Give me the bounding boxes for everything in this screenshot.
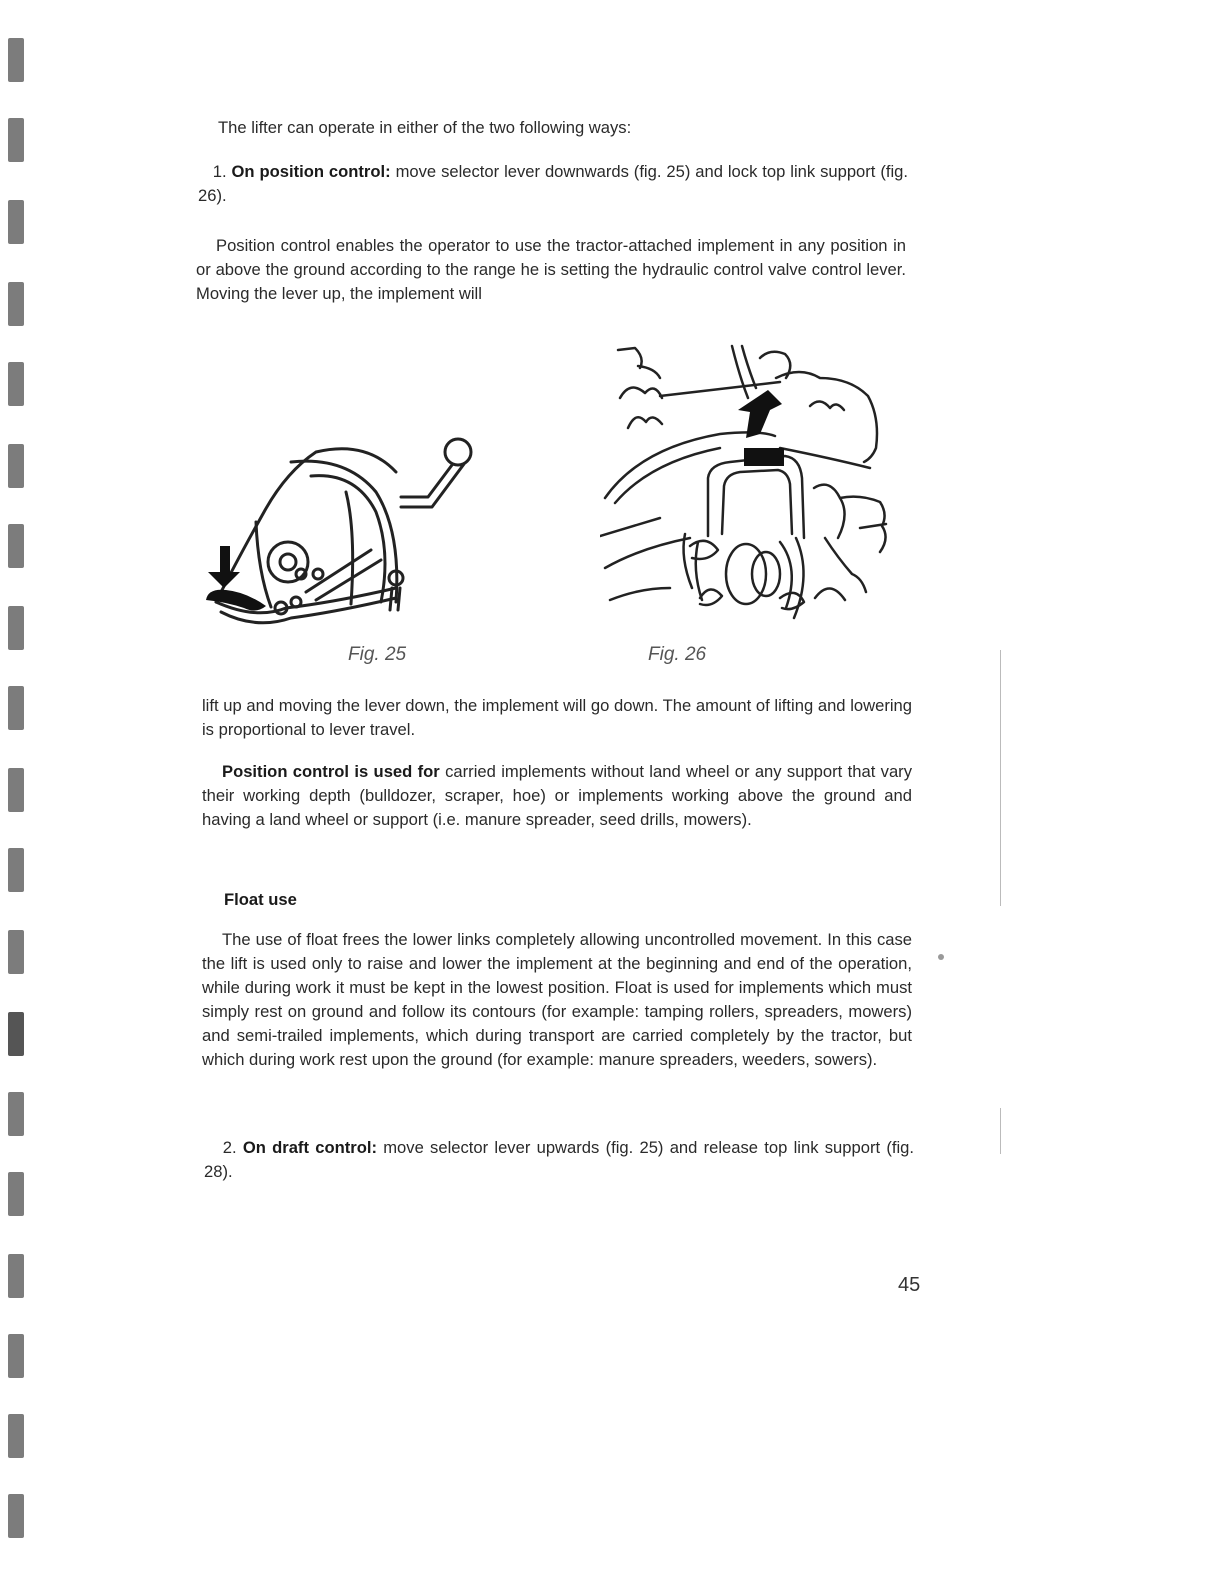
page-number: 45 (898, 1274, 921, 1296)
item-number: 2. (222, 1138, 237, 1157)
figure-26-top-link-support (600, 338, 900, 626)
item-term: On position control: (231, 162, 391, 181)
item-text: move selector lever downwards (fig. 25) and lock top link support (fig. 26). (198, 162, 908, 205)
paragraph-lift-continuation: lift up and moving the lever down, the implement will go down. The amount of lifting and lowering is proportional to lever travel. (202, 696, 912, 739)
figure-25-caption: Fig. 25 (348, 644, 407, 665)
item-term: On draft control: (242, 1138, 377, 1157)
item-text: move selector lever upwards (fig. 25) and release top link support (fig. 28). (204, 1138, 914, 1181)
list-item-draft-control (204, 1136, 914, 1184)
intro-text: The lifter can operate in either of the two following ways: (218, 118, 632, 137)
figure-26-caption: Fig. 26 (648, 644, 707, 665)
list-item-position-control (198, 160, 908, 208)
item-number: 1. (212, 162, 227, 181)
paragraph-body: carried implements without land wheel or any support that vary their working depth (bulldozer, scraper, hoe) or implements working above the ground and having a land wheel or support (i.e. manure spreader, seed drills, mowers). (202, 762, 912, 829)
scan-mark-line (1000, 1108, 1001, 1154)
scan-mark-line (1000, 650, 1001, 906)
scan-speck (938, 954, 944, 960)
paragraph-position-control: Position control enables the operator to use the tractor-attached implement in any position in or above the ground according to the range he is setting the hydraulic control valve control lever. Moving the lever up, the implement will (196, 236, 906, 303)
paragraph-lead: Position control is used for (222, 762, 440, 781)
section-heading-float-use: Float use (224, 890, 297, 909)
paragraph-float-use: The use of float frees the lower links completely allowing uncontrolled movement. In this case the lift is used only to raise and lower the implement at the beginning and end of the operation, while during work it must be kept in the lowest position. Float is used for implements which must simply rest on ground and follow its contours (for example: tamping rollers, spreaders, mowers) and semi-trailed implements, which during transport are carried completely by the tractor, but which during work rest upon the ground (for example: manure spreaders, weeders, sowers). (202, 930, 912, 1069)
figure-25-selector-lever (196, 432, 486, 632)
paragraph-position-control-uses (202, 760, 912, 832)
